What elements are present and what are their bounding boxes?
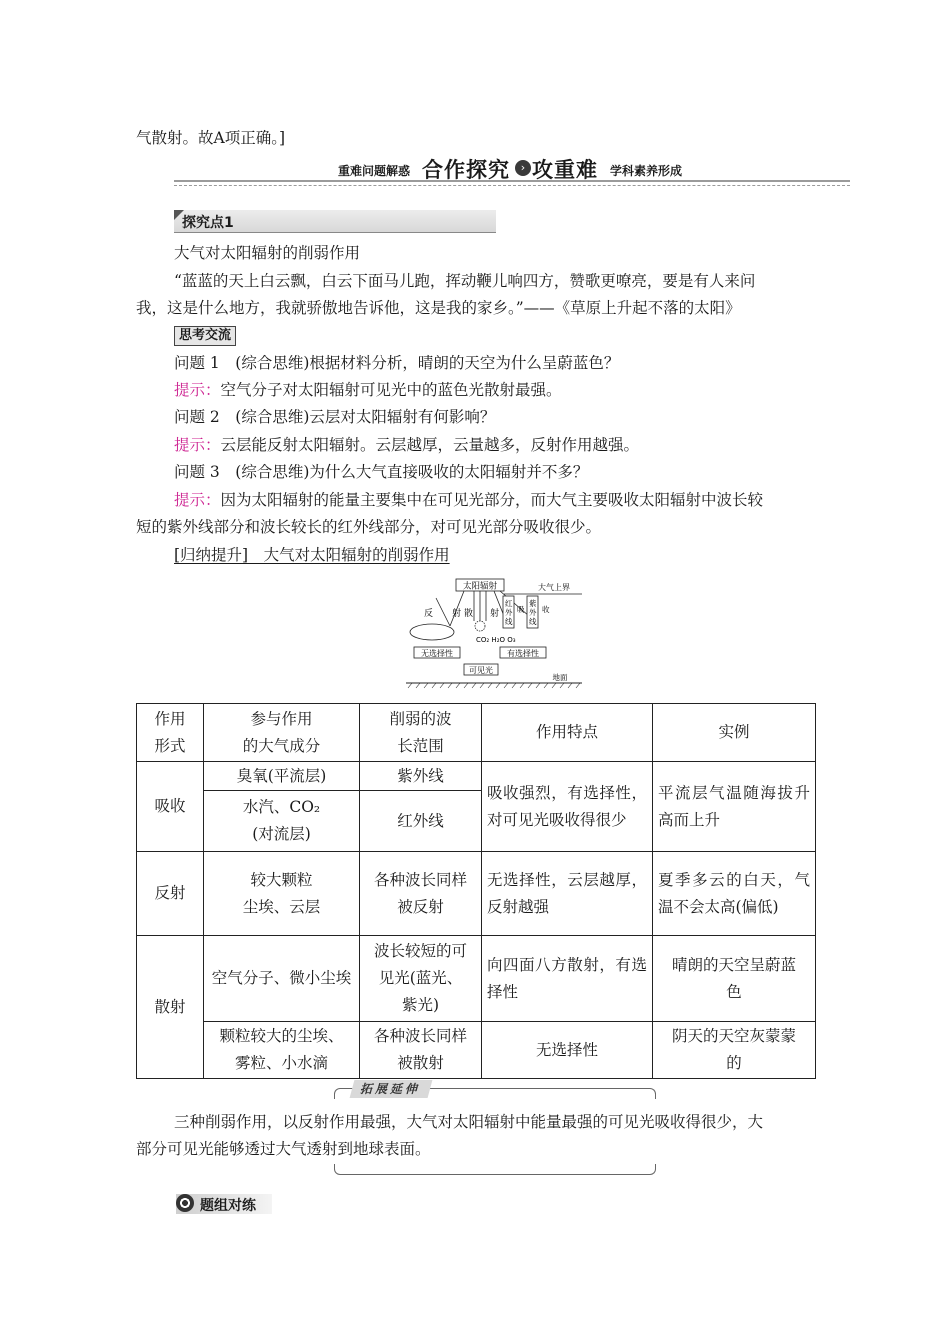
absorb-char-2: 收 xyxy=(542,605,550,614)
example-cell: 阴天的天空灰蒙蒙 的 xyxy=(653,1022,816,1079)
example-cell: 平流层气温随海拔升高而上升 xyxy=(653,762,816,852)
header-rule xyxy=(174,180,850,182)
table-row xyxy=(137,1022,816,1079)
header-cell: 削弱的波 长范围 xyxy=(360,704,482,762)
extension-line-2: 部分可见光能够透过大气透射到地球表面。 xyxy=(136,1140,431,1158)
extension-label: 拓展延伸 xyxy=(350,1080,433,1098)
question-1: 问题 1 (综合思维)根据材料分析，晴朗的天空为什么呈蔚蓝色？ xyxy=(174,354,620,372)
feature-cell: 向四面八方散射，有选择性 xyxy=(482,936,653,1022)
solar-label: 太阳辐射 xyxy=(462,581,498,592)
answer-2-text: 云层能反射太阳辐射。云层越厚，云量越多，反射作用越强。 xyxy=(220,436,640,454)
hint-label: 提示： xyxy=(174,491,221,509)
range-cell: 各种波长同样 被散射 xyxy=(360,1022,482,1079)
table-row xyxy=(137,762,816,791)
range-cell: 紫外线 xyxy=(360,762,482,791)
ground-label: 地面 xyxy=(552,673,568,682)
non-selective-label: 无选择性 xyxy=(421,649,453,658)
summary-heading: [归纳提升] 大气对太阳辐射的削弱作用 xyxy=(174,546,450,564)
cloud-shape xyxy=(410,624,454,640)
radiation-arrows xyxy=(436,591,529,626)
header-cell: 实例 xyxy=(653,704,816,762)
table-row xyxy=(137,852,816,936)
think-exchange-label: 思考交流 xyxy=(174,326,236,346)
scatter-char-2: 射 xyxy=(490,609,500,619)
answer-3-line-2: 短的紫外线部分和波长较长的红外线部分，对可见光部分吸收很少。 xyxy=(136,518,602,536)
form-cell-absorb: 吸收 xyxy=(137,762,204,852)
feature-cell: 无选择性 xyxy=(482,1022,653,1079)
range-cell: 红外线 xyxy=(360,791,482,852)
atmosphere-diagram xyxy=(404,576,584,690)
answer-2 xyxy=(174,435,639,455)
point-tab xyxy=(174,210,496,233)
answer-1 xyxy=(174,380,562,400)
point-tab-label: 探究点1 xyxy=(182,215,234,231)
topic-title: 大气对太阳辐射的削弱作用 xyxy=(174,244,361,262)
component-cell: 臭氧(平流层) xyxy=(204,762,360,791)
gases-label: CO₂ H₂O O₃ xyxy=(476,636,516,644)
ground-hatch xyxy=(408,683,580,688)
weakening-table xyxy=(136,703,816,1079)
question-3: 问题 3 (综合思维)为什么大气直接吸收的太阳辐射并不多？ xyxy=(174,463,589,481)
header-cell: 作用 形式 xyxy=(137,704,204,762)
form-cell-scatter: 散射 xyxy=(137,936,204,1079)
component-cell: 空气分子、微小尘埃 xyxy=(204,936,360,1022)
extension-line-1: 三种削弱作用，以反射作用最强，大气对太阳辐射中能量最强的可见光吸收得很少，大 xyxy=(174,1113,764,1131)
infrared-label: 红外线 xyxy=(505,599,513,626)
table-row xyxy=(137,936,816,1022)
hint-label: 提示： xyxy=(174,436,221,454)
answer-1-text: 空气分子对太阳辐射可见光中的蓝色光散射最强。 xyxy=(220,381,562,399)
header-cell: 参与作用 的大气成分 xyxy=(204,704,360,762)
feature-cell: 吸收强烈，有选择性，对可见光吸收得很少 xyxy=(482,762,653,852)
visible-label: 可见光 xyxy=(469,666,493,675)
scatter-char-1: 散 xyxy=(464,609,474,619)
example-cell: 晴朗的天空呈蔚蓝 色 xyxy=(653,936,816,1022)
continuation-text: 气散射。故A项正确。] xyxy=(136,129,285,147)
absorb-char-1: 吸 xyxy=(517,605,525,614)
chevron-right-icon: › xyxy=(515,160,531,176)
component-cell: 水汽、CO₂ (对流层) xyxy=(204,791,360,852)
header-cell: 作用特点 xyxy=(482,704,653,762)
ultraviolet-label: 紫外线 xyxy=(529,599,537,626)
target-icon xyxy=(176,1194,194,1212)
quote-line-2: 我，这是什么地方，我就骄傲地告诉他，这是我的家乡。”——《草原上升起不落的太阳》 xyxy=(136,299,741,317)
feature-cell: 无选择性，云层越厚，反射越强 xyxy=(482,852,653,936)
section-subtitle-right: 学科素养形成 xyxy=(610,164,683,178)
example-cell: 夏季多云的白天，气温不会太高(偏低) xyxy=(653,852,816,936)
answer-3 xyxy=(174,490,763,510)
range-cell: 各种波长同样 被反射 xyxy=(360,852,482,936)
extension-box-bottom xyxy=(334,1164,656,1175)
selective-label: 有选择性 xyxy=(507,649,539,658)
component-cell: 颗粒较大的尘埃、 雾粒、小水滴 xyxy=(204,1022,360,1079)
section-title-b: 攻重难 xyxy=(532,158,598,182)
quote-line-1: “蓝蓝的天上白云飘，白云下面马儿跑，挥动鞭儿响四方，赞歌更嘹亮，要是有人来问 xyxy=(174,272,756,290)
form-cell-reflect: 反射 xyxy=(137,852,204,936)
table-header-row xyxy=(137,704,816,762)
drill-label: 题组对练 xyxy=(200,1198,256,1214)
section-subtitle-left: 重难问题解惑 xyxy=(338,164,411,178)
range-cell: 波长较短的可 见光(蓝光、 紫光) xyxy=(360,936,482,1022)
hint-label: 提示： xyxy=(174,381,221,399)
answer-3-text: 因为太阳辐射的能量主要集中在可见光部分，而大气主要吸收太阳辐射中波长较 xyxy=(220,491,764,509)
component-cell: 较大颗粒 尘埃、云层 xyxy=(204,852,360,936)
scatter-particle xyxy=(475,621,485,631)
question-2: 问题 2 (综合思维)云层对太阳辐射有何影响？ xyxy=(174,408,496,426)
reflect-char-1: 反 xyxy=(424,609,434,619)
drill-heading xyxy=(176,1194,272,1214)
boundary-label: 大气上界 xyxy=(538,583,570,592)
header-rule-dashed xyxy=(174,185,850,186)
section-title-a: 合作探究 xyxy=(422,158,510,182)
reflect-char-2: 射 xyxy=(452,609,462,619)
